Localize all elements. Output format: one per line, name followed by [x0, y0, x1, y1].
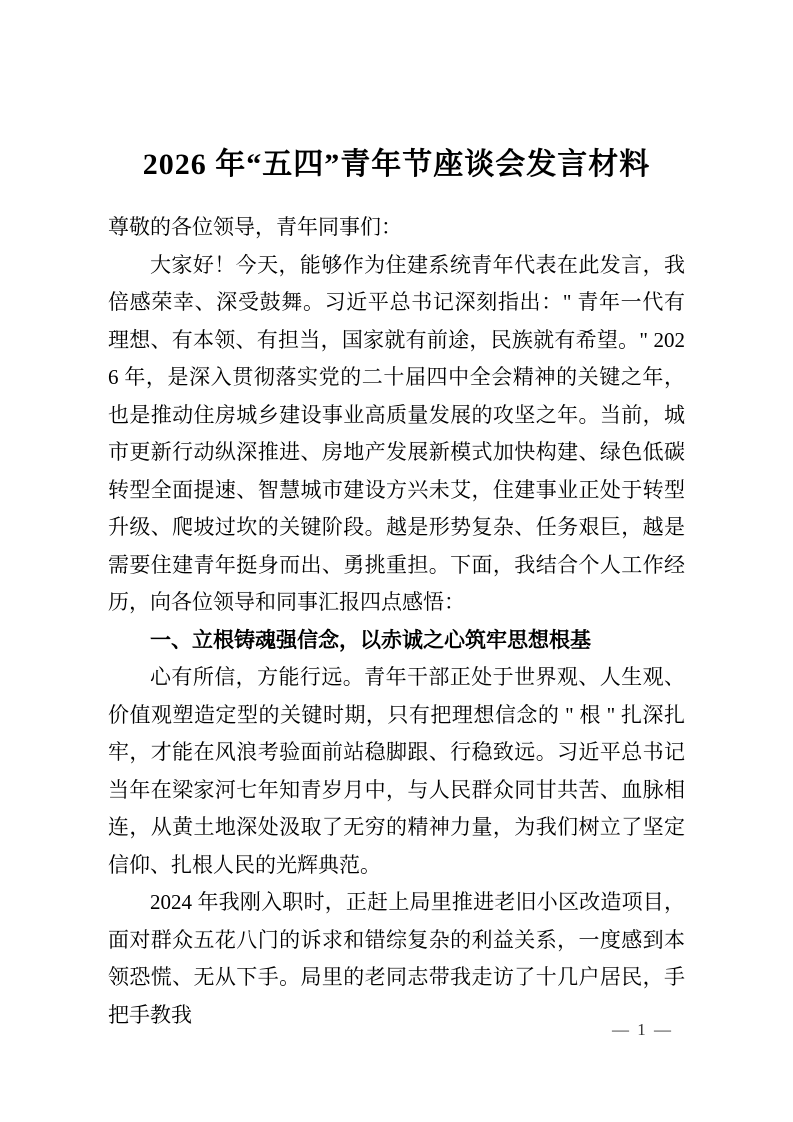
document-title: 2026 年“五四”青年节座谈会发言材料 [142, 148, 651, 181]
paragraph-experience: 2024 年我刚入职时，正赶上局里推进老旧小区改造项目，面对群众五花八门的诉求和错综复杂的利益关系，一度感到本领恐慌、无从下手。局里的老同志带我走访了十几户居民，手把手教我 [108, 890, 685, 1027]
section-heading-1: 一、立根铸魂强信念，以赤诚之心筑牢思想根基 [150, 628, 591, 652]
paragraph-belief: 心有所信，方能行远。青年干部正处于世界观、人生观、价值观塑造定型的关键时期，只有把理想信念的 " 根 " 扎深扎牢，才能在风浪考验面前站稳脚跟、行稳致远。习近平总书记当年在梁家河七年知青岁月中，与人民群众同甘共苦、血脉相连，从黄土地深处汲取了无穷的精神力量，为我们树立了坚定信仰、扎根人民的光辉典范。 [108, 665, 685, 877]
salutation: 尊敬的各位领导，青年同事们： [108, 215, 402, 239]
page-number: — 1 — [612, 1020, 673, 1039]
paragraph-opening: 大家好！今天，能够作为住建系统青年代表在此发言，我倍感荣幸、深受鼓舞。习近平总书记深刻指出：" 青年一代有理想、有本领、有担当，国家就有前途，民族就有希望。" 2026 年，是深入贯彻落实党的二十届四中全会精神的关键之年，也是推动住房城乡建设事业高质量发展的攻坚之年。当前，城市更新行动纵深推进、房地产发展新模式加快构建、绿色低碳转型全面提速、智慧城市建设方兴未艾，住建事业正处于转型升级、爬坡过坎的关键阶段。越是形势复杂、任务艰巨，越是需要住建青年挺身而出、勇挑重担。下面，我结合个人工作经历，向各位领导和同事汇报四点感悟： [108, 252, 685, 614]
